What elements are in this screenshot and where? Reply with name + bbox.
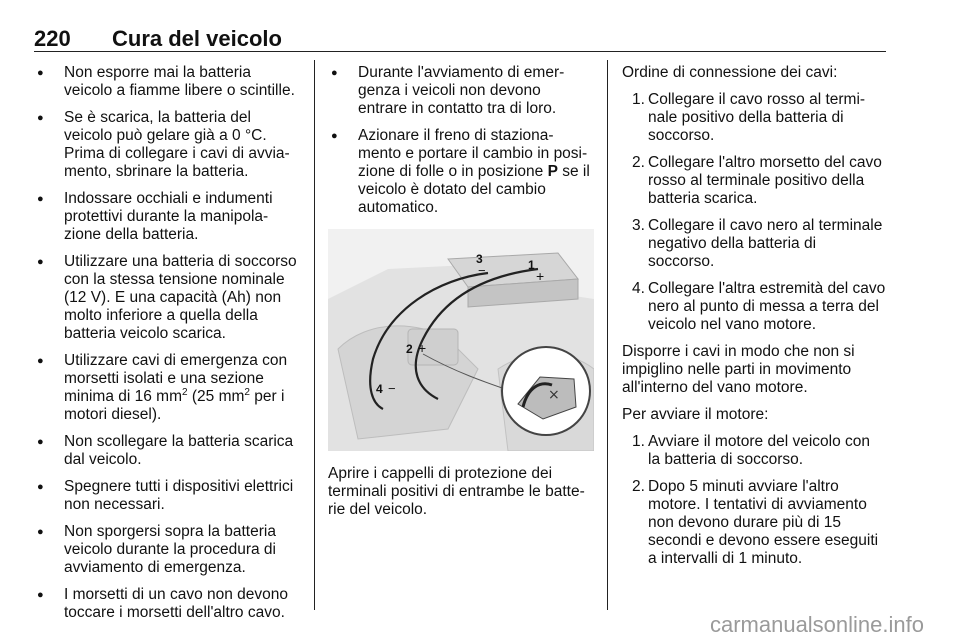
start-steps: [622, 433, 886, 568]
list-item: ● Indossare occhiali e indumenti protettivi durante la manipola-zione della batteria.: [34, 190, 300, 244]
minus-sign: −: [478, 263, 486, 278]
connection-steps: [622, 91, 886, 334]
label-4: 4: [376, 382, 383, 396]
label-1: 1: [528, 258, 535, 272]
list-item: ● Durante l'avviamento di emer-genza i veicoli non devono entrare in contatto tra di loro.: [328, 64, 594, 118]
procedure-list: [328, 64, 594, 217]
cable-text-c: per i motori diesel).: [64, 388, 285, 423]
watermark: carmanualsonline.info: [709, 612, 924, 637]
header-rule: [34, 51, 886, 52]
list-item: ● Non esporre mai la batteria veicolo a fiamme libere o scintille.: [34, 64, 300, 100]
list-item: ● Utilizzare una batteria di soccorso con la stessa tensione nominale (12 V). E una capacità (Ah) non molto inferiore a quella della batteria veicolo scarica.: [34, 253, 300, 343]
bullet2-text-b: se il veicolo è dotato del cambio automatico.: [358, 163, 590, 216]
plus-sign: +: [536, 268, 545, 284]
list-item: ● Spegnere tutti i dispositivi elettrici non necessari.: [34, 478, 300, 514]
column-2: [328, 64, 594, 528]
precautions-list: [34, 64, 300, 622]
column-3: [622, 64, 886, 577]
jump-start-illustration: [328, 229, 594, 451]
superscript: 2: [244, 386, 250, 398]
page-title: Cura del veicolo: [112, 26, 282, 51]
list-item: 1. Avviare il motore del veicolo con la batteria di soccorso.: [632, 433, 870, 468]
superscript: 2: [182, 386, 188, 398]
list-item-cable-section: [34, 352, 300, 424]
cable-text-b: (25 mm: [187, 388, 245, 405]
column-1: [34, 64, 300, 631]
column-divider-2: [607, 60, 608, 610]
page-number: 220: [34, 26, 71, 51]
label-2: 2: [406, 342, 413, 356]
page-header: [34, 26, 886, 52]
list-item: ● I morsetti di un cavo non devono toccare i morsetti dell'altro cavo.: [34, 586, 300, 622]
bullet2-text-a: Azionare il freno di staziona-mento e portare il cambio in posi-zione di folle o in posizione: [358, 127, 588, 180]
list-item: 4. Collegare l'altra estremità del cavo nero al punto di messa a terra del veicolo nel vano motore.: [632, 280, 886, 333]
list-item: ● Se è scarica, la batteria del veicolo può gelare già a 0 °C. Prima di collegare i cavi di avvia-mento, sbrinare la batteria.: [34, 109, 300, 181]
list-item: 1. Collegare il cavo rosso al termi-nale positivo della batteria di soccorso.: [632, 91, 866, 144]
connection-order-title: Ordine di connessione dei cavi:: [622, 64, 838, 81]
list-item: 3. Collegare il cavo nero al terminale negativo della batteria di soccorso.: [632, 217, 883, 270]
inset-cross-mark: ×: [548, 387, 560, 403]
label-3: 3: [476, 252, 483, 266]
plus-sign: +: [418, 340, 427, 356]
list-item: [328, 127, 594, 217]
cable-routing-text: Disporre i cavi in modo che non si impiglino nelle parti in movimento all'interno del vano motore.: [622, 343, 855, 396]
cable-text-a: Utilizzare cavi di emergenza con morsetti isolati e una sezione minima di 16 mm: [64, 352, 288, 405]
figure-caption: Aprire i cappelli di protezione dei terminali positivi di entrambe le batte-rie del veicolo.: [328, 465, 585, 518]
column-divider-1: [314, 60, 315, 610]
start-engine-title: Per avviare il motore:: [622, 406, 769, 423]
list-item: 2. Dopo 5 minuti avviare l'altro motore. I tentativi di avviamento non devono durare più di 15 secondi e devono essere eseguiti a intervalli di 1 minuto.: [632, 478, 879, 567]
gear-position-p: P: [547, 163, 558, 180]
list-item: ● Non scollegare la batteria scarica dal veicolo.: [34, 433, 300, 469]
list-item: ● Non sporgersi sopra la batteria veicolo durante la procedura di avviamento di emergenza.: [34, 523, 300, 577]
minus-sign: −: [388, 381, 396, 396]
list-item: 2. Collegare l'altro morsetto del cavo rosso al terminale positivo della batteria scarica.: [632, 154, 882, 207]
